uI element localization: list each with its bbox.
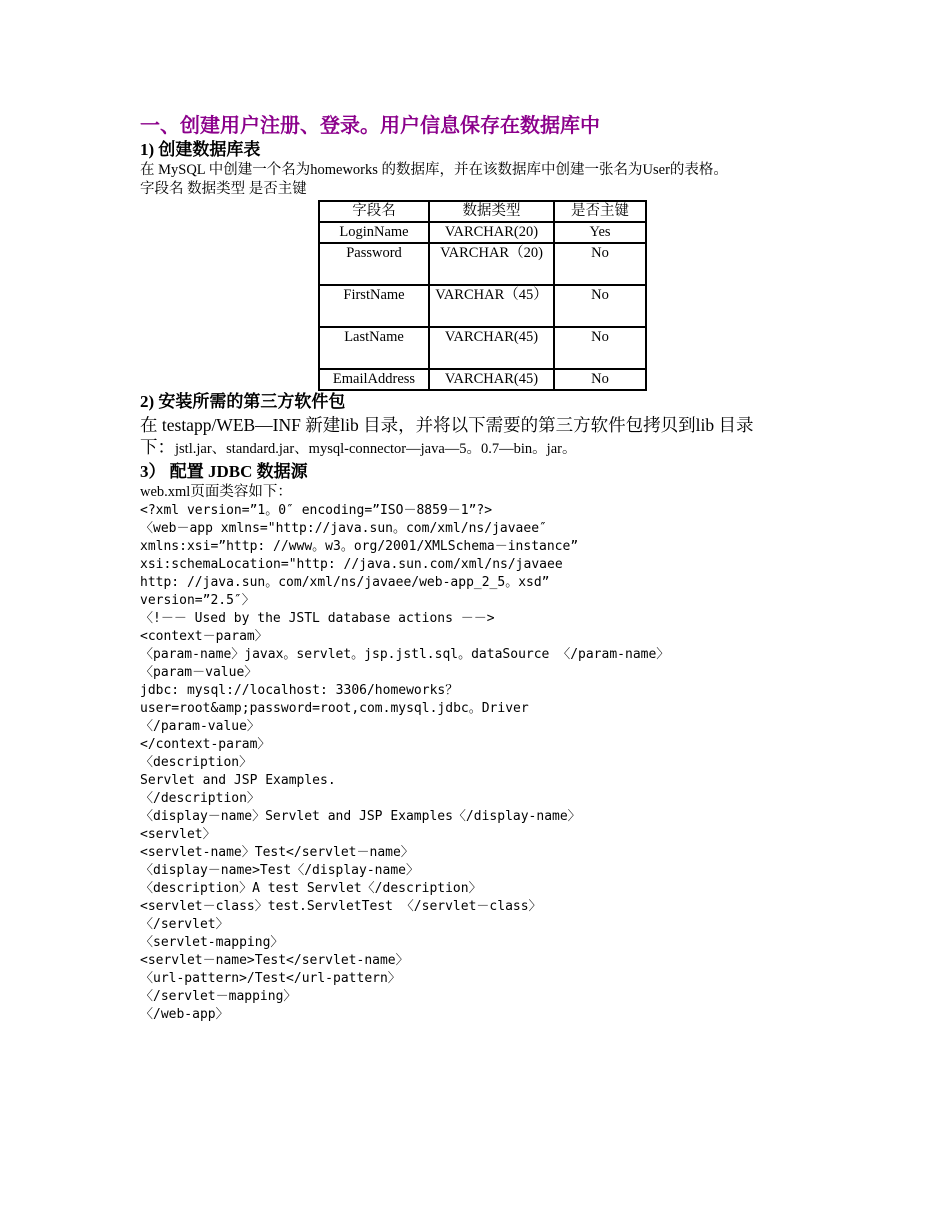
table-cell: EmailAddress bbox=[319, 369, 429, 390]
table-header-cell: 数据类型 bbox=[429, 201, 554, 222]
code-line: 〈display－name>Test〈/display-name〉 bbox=[140, 863, 419, 878]
table-cell: No bbox=[554, 369, 646, 390]
section2-line2-rest: jstl.jar、standard.jar、mysql-connector—java—5。0.7—bin。jar。 bbox=[175, 441, 577, 457]
user-table-schema bbox=[318, 200, 647, 391]
code-line: 〈url-pattern>/Test</url-pattern〉 bbox=[140, 971, 401, 986]
table-cell: No bbox=[554, 285, 646, 327]
section3-title: 3） 配置 JDBC 数据源 bbox=[140, 462, 308, 481]
code-line: 〈param-name〉javax。servlet。jsp.jstl.sql。dataSource 〈/param-name〉 bbox=[140, 647, 670, 662]
section1-fields-line: 字段名 数据类型 是否主键 bbox=[140, 181, 307, 197]
code-line: 〈/servlet〉 bbox=[140, 917, 229, 932]
code-line: 〈/description〉 bbox=[140, 791, 260, 806]
code-line: user=root&amp;password=root,com.mysql.jdbc。Driver bbox=[140, 701, 529, 716]
code-line: <servlet〉 bbox=[140, 827, 216, 842]
table-row bbox=[319, 222, 646, 243]
table-header-row bbox=[319, 201, 646, 222]
section2-line2 bbox=[140, 437, 820, 459]
table-cell: No bbox=[554, 243, 646, 285]
section2-line1: 在 testapp/WEB—INF 新建lib 目录，并将以下需要的第三方软件包拷贝到lib 目录 bbox=[140, 415, 754, 435]
table-cell: VARCHAR（45） bbox=[429, 285, 554, 327]
code-line: Servlet and JSP Examples. bbox=[140, 773, 336, 788]
table-row bbox=[319, 369, 646, 390]
table-cell: VARCHAR(20) bbox=[429, 222, 554, 243]
table-cell: LoginName bbox=[319, 222, 429, 243]
code-line: <?xml version=”1。0″ encoding=”ISO－8859－1”?> bbox=[140, 503, 493, 518]
code-line: xsi:schemaLocation="http: //java.sun.com/xml/ns/javaee bbox=[140, 557, 563, 572]
code-line: <servlet－class〉test.ServletTest 〈/servlet－class〉 bbox=[140, 899, 542, 914]
document-content bbox=[140, 113, 820, 1024]
code-line: 〈/param-value〉 bbox=[140, 719, 260, 734]
table-row bbox=[319, 285, 646, 327]
xml-code-block bbox=[140, 502, 820, 1024]
table-header-cell: 是否主键 bbox=[554, 201, 646, 222]
code-line: 〈display－name〉Servlet and JSP Examples〈/display-name〉 bbox=[140, 809, 581, 824]
code-line: 〈!－－ Used by the JSTL database actions －－> bbox=[140, 611, 495, 626]
code-line: xmlns:xsi=”http: //www。w3。org/2001/XMLSchema－instance” bbox=[140, 539, 579, 554]
code-line: 〈/servlet－mapping〉 bbox=[140, 989, 297, 1004]
table-cell: VARCHAR（20) bbox=[429, 243, 554, 285]
code-line: jdbc: mysql://localhost: 3306/homeworks？ bbox=[140, 683, 459, 698]
main-heading: 一、创建用户注册、登录。用户信息保存在数据库中 bbox=[140, 115, 600, 137]
code-line: <servlet－name>Test</servlet-name〉 bbox=[140, 953, 409, 968]
section1-description: 在 MySQL 中创建一个名为homeworks 的数据库，并在该数据库中创建一张名为User的表格。 bbox=[140, 162, 728, 178]
section1-title: 1) 创建数据库表 bbox=[140, 140, 261, 159]
table-row bbox=[319, 243, 646, 285]
code-line: version=”2.5″〉 bbox=[140, 593, 255, 608]
code-line: 〈web－app xmlns="http://java.sun。com/xml/ns/javaee″ bbox=[140, 521, 547, 536]
code-line: <context－param〉 bbox=[140, 629, 268, 644]
code-line: http: //java.sun。com/xml/ns/javaee/web-app_2_5。xsd” bbox=[140, 575, 550, 590]
code-line: 〈description〉 bbox=[140, 755, 253, 770]
table-cell: No bbox=[554, 327, 646, 369]
table-cell: Password bbox=[319, 243, 429, 285]
table-cell: FirstName bbox=[319, 285, 429, 327]
table-cell: VARCHAR(45) bbox=[429, 327, 554, 369]
table-row bbox=[319, 327, 646, 369]
section2-title: 2) 安装所需的第三方软件包 bbox=[140, 392, 346, 411]
code-line: </context-param〉 bbox=[140, 737, 271, 752]
section2-line2-prefix: 下： bbox=[140, 437, 175, 457]
code-line: 〈param－value〉 bbox=[140, 665, 258, 680]
table-cell: LastName bbox=[319, 327, 429, 369]
code-line: 〈description〉A test Servlet〈/description〉 bbox=[140, 881, 482, 896]
code-line: <servlet-name〉Test</servlet－name〉 bbox=[140, 845, 414, 860]
code-line: 〈/web-app〉 bbox=[140, 1007, 229, 1022]
code-line: 〈servlet-mapping〉 bbox=[140, 935, 284, 950]
table-header-cell: 字段名 bbox=[319, 201, 429, 222]
table-cell: Yes bbox=[554, 222, 646, 243]
section3-intro: web.xml页面类容如下： bbox=[140, 484, 292, 500]
table-cell: VARCHAR(45) bbox=[429, 369, 554, 390]
